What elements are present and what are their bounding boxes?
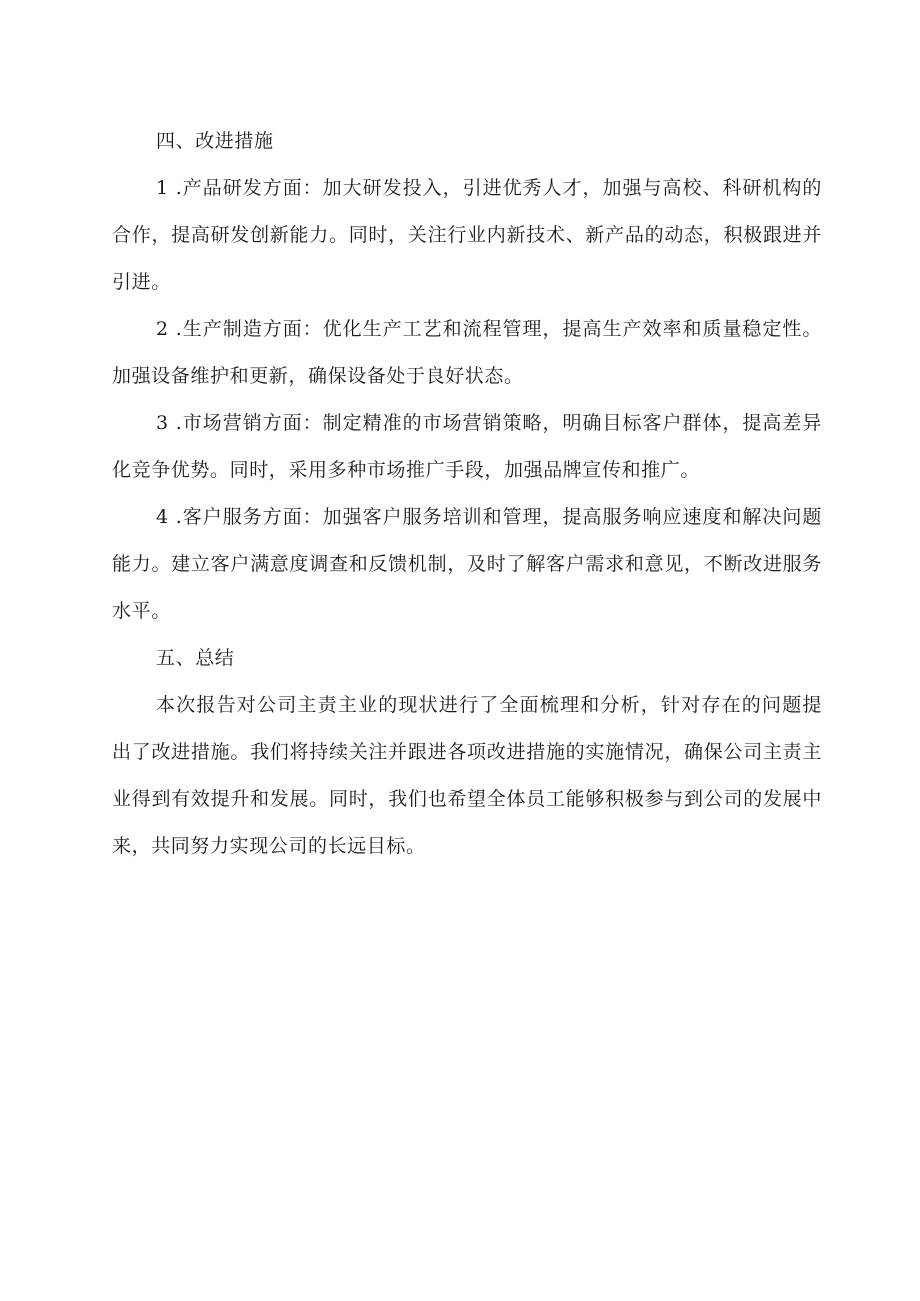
paragraph-summary: 本次报告对公司主责主业的现状进行了全面梳理和分析，针对存在的问题提出了改进措施。我们将持续关注并跟进各项改进措施的实施情况，确保公司主责主业得到有效提升和发展。同时，我们也希望全体员工能够积极参与到公司的发展中来，共同努力实现公司的长远目标。 [112, 694, 822, 857]
paragraph-customer-service: 4 .客户服务方面：加强客户服务培训和管理，提高服务响应速度和解决问题能力。建立客户满意度调查和反馈机制，及时了解客户需求和意见，不断改进服务水平。 [112, 506, 822, 622]
section-heading: 四、改进措施 [156, 130, 274, 152]
paragraph-marketing: 3 .市场营销方面：制定精准的市场营销策略，明确目标客户群体，提高差异化竞争优势。同时，采用多种市场推广手段，加强品牌宣传和推广。 [112, 412, 822, 481]
section-summary [112, 635, 822, 870]
paragraph-manufacturing: 2 .生产制造方面：优化生产工艺和流程管理，提高生产效率和质量稳定性。加强设备维护和更新，确保设备处于良好状态。 [112, 318, 822, 387]
document-body [112, 118, 822, 870]
section-improvement-measures [112, 118, 822, 635]
section-heading: 五、总结 [156, 647, 235, 669]
paragraph-product-rd: 1 .产品研发方面：加大研发投入，引进优秀人才，加强与高校、科研机构的合作，提高研发创新能力。同时，关注行业内新技术、新产品的动态，积极跟进并引进。 [112, 177, 822, 293]
